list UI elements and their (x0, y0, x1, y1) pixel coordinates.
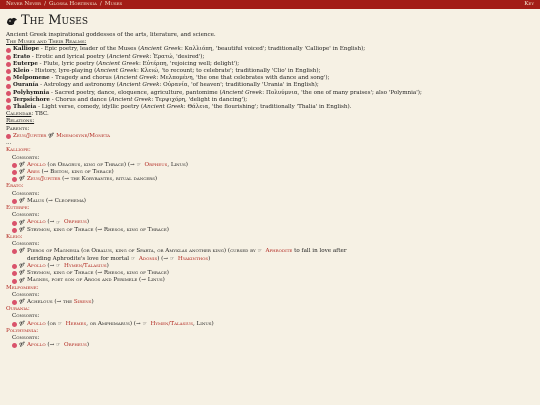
consort-text: Malus (→ Cleophema) (27, 197, 86, 204)
muse-name: Euterpe (13, 60, 38, 67)
muse-desc: - Flute, lyric poetry ( (37, 60, 99, 67)
page-title (6, 13, 534, 29)
consort-text: ) (208, 255, 211, 262)
breadcrumb-glossa-hortensia[interactable]: Glossa Hortensia (48, 0, 97, 7)
pink-dot-icon (12, 264, 17, 269)
muse-desc: - Epic poetry, leader of the Muses ( (39, 46, 141, 53)
link-mnemosyne[interactable]: Mnemosyne/Moneta (56, 132, 111, 139)
consort-row (6, 248, 534, 263)
page-content (0, 9, 540, 350)
pink-dot-icon (12, 279, 17, 284)
relations-heading: Relations: (6, 118, 35, 125)
language-label: Ancient Greek (96, 68, 137, 75)
consorts-label: Consorts: (12, 241, 40, 248)
consort-row (6, 277, 534, 284)
breadcrumb-current-page: Muses (104, 0, 123, 7)
muse-name: Thaleia (13, 104, 37, 111)
consort-pair-icon: ⚤ (19, 226, 25, 233)
muses-section-heading: The Muses and Their Realms: (6, 39, 87, 46)
language-label: Ancient Greek (108, 53, 150, 60)
muse-name: Kleio (13, 68, 30, 75)
breadcrumb-bar (0, 0, 540, 9)
consort-text: , Linus) (192, 320, 214, 327)
consort-text: (→ (45, 263, 57, 270)
muse-header-kleio: Kleio: (6, 233, 23, 240)
link-aphrodite[interactable]: Aphrodite (265, 248, 293, 255)
pink-dot-icon (12, 177, 17, 182)
link-ares[interactable]: Ares (27, 169, 40, 176)
pointing-hand-icon: ☞ (169, 255, 175, 262)
muse-header-kalliope: Kalliope: (6, 147, 31, 154)
pink-dot-icon (12, 228, 17, 233)
link-apollo[interactable]: Apollo (27, 161, 46, 168)
pointing-hand-icon: ☞ (142, 320, 147, 327)
pink-dot-icon (12, 163, 17, 168)
muse-etymology: : Εὐτέρπη, 'rejoicing well; delight'); (139, 60, 240, 67)
muse-header-euterpe: Euterpe: (6, 205, 30, 212)
consorts-label: Consorts: (12, 212, 40, 219)
pointing-hand-icon: ☞ (130, 255, 136, 262)
breadcrumb-separator: / (99, 0, 102, 7)
pointing-hand-icon: ☞ (257, 248, 262, 255)
list-item (6, 90, 534, 97)
consort-text: (or (45, 320, 58, 327)
consort-text: , or Amphimarus) (→ (86, 320, 143, 327)
muse-desc: - Sacred poetry, dance, eloquence, agriculture, pantomime ( (49, 89, 222, 96)
consort-row (6, 227, 534, 234)
consort-pair-icon: ⚤ (19, 248, 25, 255)
pink-dot-icon (12, 322, 17, 327)
pink-dot-icon (6, 84, 11, 89)
pointing-hand-icon: ☞ (136, 161, 141, 168)
pink-dot-icon (12, 221, 17, 226)
muses-list (6, 46, 534, 111)
consort-text: ) (86, 342, 90, 349)
consort-pair-icon: ⚤ (19, 197, 25, 204)
link-orpheus[interactable]: Orpheus (144, 161, 168, 168)
muse-desc: - Tragedy and chorus ( (49, 75, 116, 82)
muse-desc: - History, lyre-playing ( (29, 68, 97, 75)
muse-name: Polyhymnia (13, 89, 50, 96)
pink-dot-icon (12, 300, 17, 305)
pink-dot-icon (6, 91, 11, 96)
pink-dot-icon (12, 343, 17, 348)
muse-name: Melpomene (13, 75, 50, 82)
muses-emblem-icon (6, 16, 18, 26)
key-link[interactable]: Key (524, 0, 534, 7)
calendar-line (6, 111, 534, 118)
consort-text: ) (91, 299, 94, 306)
language-label: Ancient Greek (143, 104, 184, 111)
consort-row (6, 198, 534, 205)
link-orpheus[interactable]: Orpheus (64, 342, 87, 349)
breadcrumb-never-never[interactable]: Never Never (6, 0, 42, 7)
link-hyakinthos[interactable]: Hyakinthos (177, 255, 209, 262)
link-sirens[interactable]: Sirens (73, 299, 92, 306)
muse-etymology: : Τερψιχόρη, 'delight in dancing'); (151, 96, 248, 103)
consort-row (6, 299, 534, 306)
pointing-hand-icon: ☞ (56, 263, 61, 270)
muse-name: Erato (13, 53, 31, 60)
consort-row (6, 162, 534, 169)
pink-dot-icon (12, 199, 17, 204)
link-hymen[interactable]: Hymen/Talasius (64, 263, 107, 270)
muse-etymology: : Ἐρατώ, 'desired'); (149, 53, 205, 60)
consort-text: (→ (45, 219, 57, 226)
muse-etymology: : Καλλιόπη, 'beautiful voiced'; traditionally 'Calliope' in English); (180, 46, 366, 53)
consort-text: ) (86, 219, 90, 226)
pink-dot-icon (12, 271, 17, 276)
consort-pair-icon: ⚤ (19, 320, 25, 327)
pink-dot-icon (6, 62, 11, 67)
consort-text: (→ Biston, king of Thrace) (39, 169, 114, 176)
consort-row (6, 321, 534, 328)
consort-text: ) (→ (157, 255, 170, 262)
consort-text: Strymon, king of Thrace (→ Rhesos, king of Thrace) (27, 226, 169, 233)
list-item (6, 46, 534, 53)
list-item (6, 97, 534, 104)
page-title-text: The Muses (21, 13, 89, 28)
consort-pair-icon: ⚤ (19, 176, 25, 183)
muse-name: Kalliope (13, 46, 40, 53)
pink-dot-icon (6, 76, 11, 81)
consort-text: ) (106, 263, 109, 270)
list-item (6, 104, 534, 111)
pink-dot-icon (6, 98, 11, 103)
muse-etymology: : Οὐρανία, 'of heaven'; traditionally 'Urania' in English); (159, 82, 319, 89)
consort-text: to fall in love after deriding Aphrodite's love for mortal (27, 248, 347, 262)
muse-desc: - Erotic and lyrical poetry ( (30, 53, 109, 60)
list-item (6, 54, 534, 61)
muse-desc: - Chorus and dance ( (49, 96, 111, 103)
pink-dot-icon (6, 105, 11, 110)
muse-desc: - Astrology and astronomy ( (38, 82, 119, 89)
muse-header-polyhymnia: Polyhymnia: (6, 327, 39, 334)
link-hymen[interactable]: Hymen/Talasius (150, 320, 193, 327)
consort-pair-icon: ⚤ (19, 277, 25, 284)
intro-text: Ancient Greek inspirational goddesses of the arts, literature, and science. (6, 32, 216, 38)
pink-dot-icon (6, 69, 11, 74)
pink-dot-icon (6, 48, 11, 53)
consort-text: (→ (45, 342, 57, 349)
consort-text: Magnes, poet son of Argos and Perimele (→ Linus) (27, 277, 165, 284)
link-apollo[interactable]: Apollo (27, 342, 46, 349)
link-apollo[interactable]: Apollo (27, 320, 46, 327)
language-label: Ancient Greek (140, 46, 181, 53)
muse-name: Ouranía (13, 82, 39, 89)
calendar-value: : TBC. (31, 111, 49, 118)
consort-text: (or Oeagrus, king of Thrace) (→ (45, 161, 137, 168)
consort-text: (→ the Korybantes, ritual dancers) (60, 176, 158, 183)
link-zeus[interactable]: Zeus/Jupiter (13, 132, 47, 139)
ellipsis: ... (6, 140, 12, 147)
language-label: Ancient Greek (115, 75, 157, 82)
language-label: Ancient Greek (221, 89, 263, 96)
parents-label: Parents: (6, 125, 30, 132)
consorts-label: Consorts: (12, 313, 40, 320)
muse-header-ourania: Ourania: (6, 306, 30, 313)
consort-pair-icon: ⚤ (19, 263, 25, 270)
breadcrumb-separator: / (44, 0, 46, 7)
muse-desc: - Light verse, comedy, idyllic poetry ( (36, 104, 144, 111)
link-orpheus[interactable]: Orpheus (64, 219, 87, 226)
link-adonis[interactable]: Adonis (138, 255, 158, 262)
link-apollo[interactable]: Apollo (27, 219, 46, 226)
pink-dot-icon (6, 55, 11, 60)
pink-dot-icon (6, 134, 11, 139)
consorts-label: Consorts: (12, 190, 40, 197)
calendar-label: Calendar (6, 111, 32, 118)
link-zeus[interactable]: Zeus/Jupiter (27, 176, 61, 183)
consort-pair-icon: ⚤ (19, 169, 25, 176)
pink-dot-icon (12, 170, 17, 175)
muse-etymology: : Πολυύμνια, 'the one of many praises'; also 'Polymnia'); (262, 89, 422, 96)
consorts-label: Consorts: (12, 154, 40, 161)
link-hermes[interactable]: Hermes (65, 320, 87, 327)
consorts-label: Consorts: (12, 291, 40, 298)
consort-row (6, 176, 534, 183)
language-label: Ancient Greek (110, 96, 152, 103)
consort-pair-icon: ⚤ (48, 132, 54, 139)
pink-dot-icon (12, 249, 17, 254)
consort-pair-icon: ⚤ (19, 219, 25, 226)
muse-name: Terpsichore (13, 96, 50, 103)
language-label: Ancient Greek (98, 60, 140, 67)
parents-row (6, 133, 534, 140)
muse-etymology: : Κλειώ, 'to recount; to celebrate'; traditionally 'Clio' in English); (136, 68, 321, 75)
list-item (6, 82, 534, 89)
consort-pair-icon: ⚤ (19, 270, 25, 277)
consort-text: Pieros of Magnesia (or Oibalus, king of Sparta, or Amyklas another king) (cursed by (27, 248, 258, 255)
pointing-hand-icon: ☞ (56, 219, 61, 226)
language-label: Ancient Greek (118, 82, 160, 89)
consort-text: , Linus) (167, 161, 188, 168)
consorts-label: Consorts: (12, 335, 40, 342)
muse-header-erato: Erato: (6, 183, 24, 190)
muse-header-melpomene: Melpomene: (6, 284, 39, 291)
consort-row (6, 219, 534, 226)
link-apollo[interactable]: Apollo (27, 263, 46, 270)
consort-pair-icon: ⚤ (19, 161, 25, 168)
pointing-hand-icon: ☞ (56, 342, 61, 349)
consort-text: Strymon, king of Thrace (→ Rhesos, king of Thrace) (27, 270, 169, 277)
consort-pair-icon: ⚤ (19, 299, 25, 306)
muse-etymology: : Μελπομένη, 'the one that celebrates with dance and song'); (156, 75, 330, 82)
muse-etymology: : Θάλεια, 'the flourishing'; traditionally 'Thalia' in English). (183, 104, 352, 111)
consort-pair-icon: ⚤ (19, 342, 25, 349)
pointing-hand-icon: ☞ (57, 320, 63, 327)
list-item (6, 61, 534, 68)
consort-text: Achelous (→ the (27, 299, 74, 306)
consort-row (6, 342, 534, 349)
